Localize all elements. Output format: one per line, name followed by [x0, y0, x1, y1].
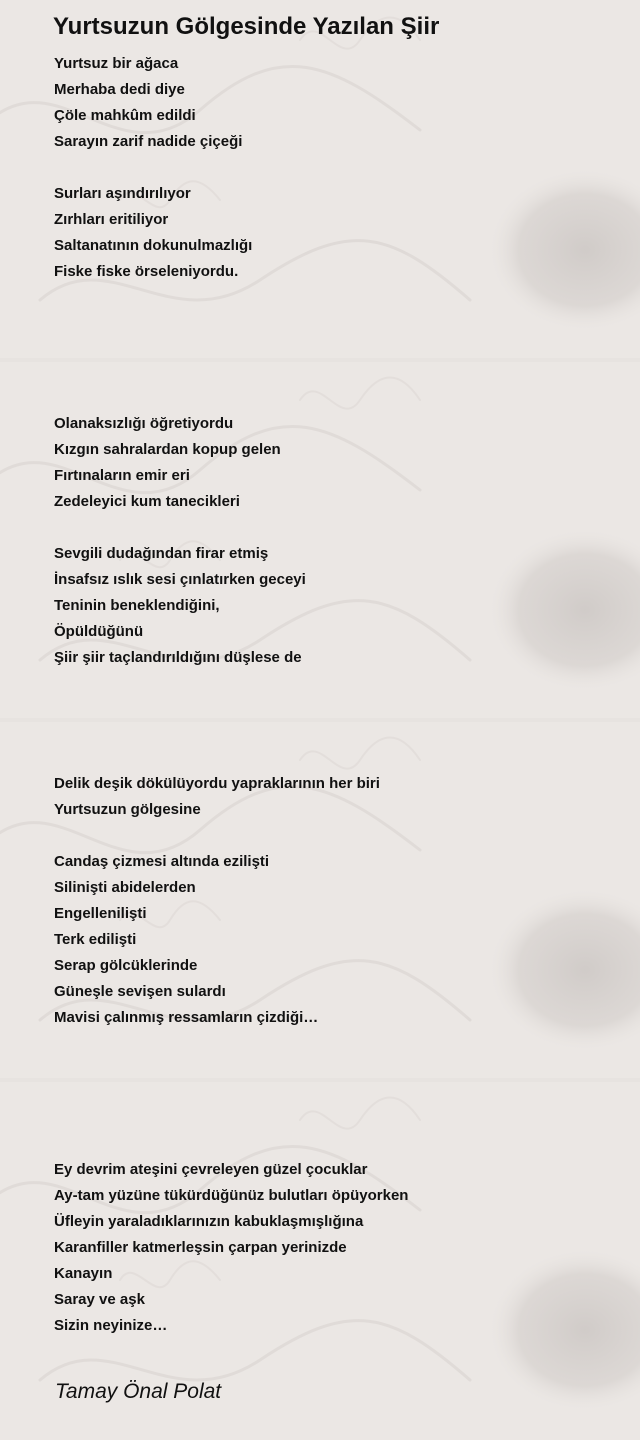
poem-line: Fiske fiske örseleniyordu. [54, 263, 239, 280]
poem-line: Güneşle sevişen sulardı [54, 983, 226, 1000]
poem-line: Şiir şiir taçlandırıldığını düşlese de [54, 649, 302, 666]
poem-line: Zırhları eritiliyor [54, 211, 169, 228]
poem-line: Saltanatının dokunulmazlığı [54, 237, 253, 254]
poem-line: Terk edilişti [54, 931, 137, 948]
poem-line: Sarayın zarif nadide çiçeği [54, 133, 243, 150]
poem-line: Sizin neyinize… [54, 1317, 168, 1334]
poem-line: Kızgın sahralardan kopup gelen [54, 441, 281, 458]
poem-line: Silinişti abidelerden [54, 879, 196, 896]
poem-line: Öpüldüğünü [54, 623, 144, 640]
poem-line: Yurtsuzun gölgesine [54, 801, 201, 818]
poem-line: Engellenilişti [54, 905, 147, 922]
poem-line: Ey devrim ateşini çevreleyen güzel çocuklar [54, 1161, 368, 1178]
poem-line: Karanfiller katmerleşsin çarpan yerinizde [54, 1239, 347, 1256]
poem-line: Zedeleyici kum tanecikleri [54, 493, 240, 510]
poem-line: Ay-tam yüzüne tükürdüğünüz bulutları öpüyorken [54, 1187, 409, 1204]
poem-line: İnsafsız ıslık sesi çınlatırken geceyi [54, 571, 306, 588]
poem-title: Yurtsuzun Gölgesinde Yazılan Şiir [53, 13, 440, 40]
poem-line: Candaş çizmesi altında ezilişti [54, 853, 270, 870]
poem-line: Kanayın [54, 1265, 113, 1282]
poem-line: Surları aşındırılıyor [54, 185, 191, 202]
poem-line: Çöle mahkûm edildi [54, 107, 196, 124]
poem-line: Serap gölcüklerinde [54, 957, 198, 974]
poem-line: Olanaksızlığı öğretiyordu [54, 415, 234, 432]
poem-author: Tamay Önal Polat [55, 1380, 222, 1403]
poem-line: Mavisi çalınmış ressamların çizdiği… [54, 1009, 319, 1026]
poem-line: Merhaba dedi diye [54, 81, 185, 98]
poem-line: Sevgili dudağından firar etmiş [54, 545, 269, 562]
poem-line: Delik deşik dökülüyordu yapraklarının her biri [54, 775, 380, 792]
poem-line: Fırtınaların emir eri [54, 467, 190, 484]
poem-line: Yurtsuz bir ağaca [54, 55, 179, 72]
poem-line: Teninin beneklendiğini, [54, 597, 220, 614]
poem-line: Saray ve aşk [54, 1291, 145, 1308]
poem-line: Üfleyin yaraladıklarınızın kabuklaşmışlığına [54, 1213, 364, 1230]
